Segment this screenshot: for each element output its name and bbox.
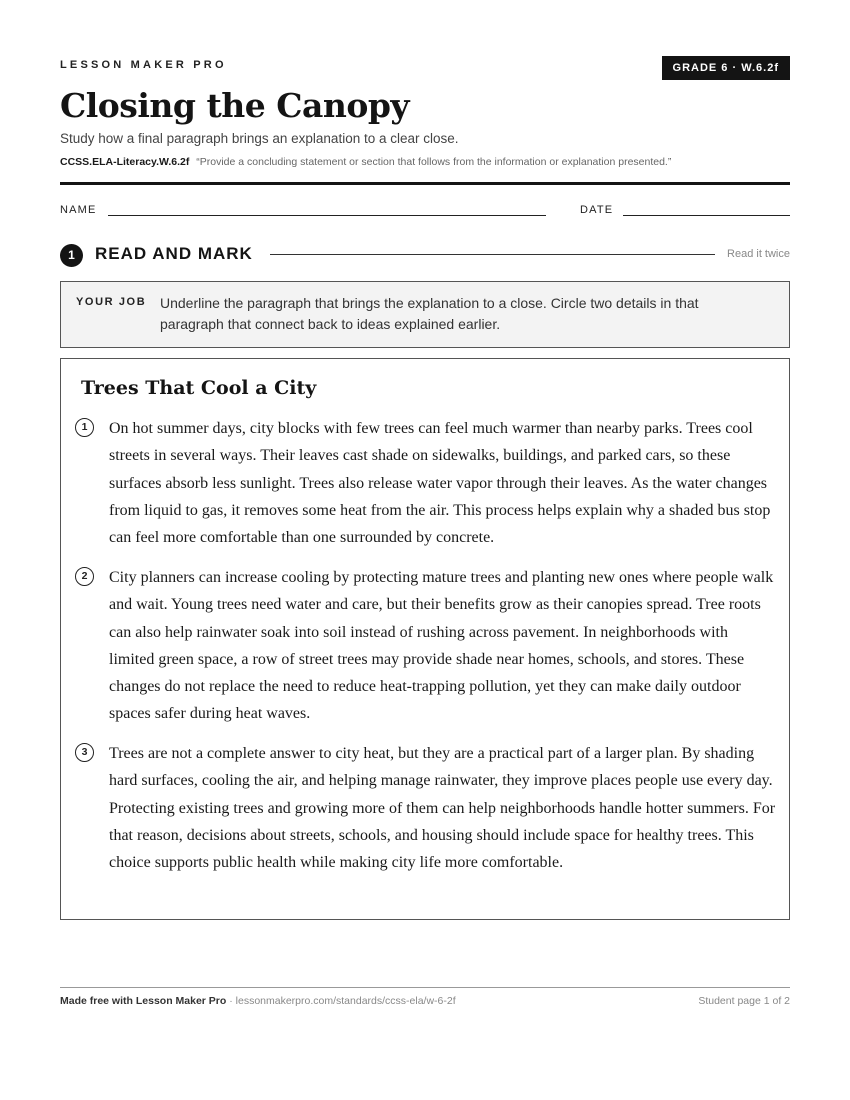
standard-line xyxy=(60,156,671,168)
page-subtitle: Study how a final paragraph brings an explanation to a clear close. xyxy=(60,131,459,146)
header-divider xyxy=(60,182,790,185)
paragraph-number-badge: 2 xyxy=(75,567,94,586)
paragraph-number-badge: 1 xyxy=(75,418,94,437)
standard-text: “Provide a concluding statement or section that follows from the information or explanation presented.” xyxy=(196,156,672,168)
reading-passage xyxy=(60,358,790,920)
instructions-text: Underline the paragraph that brings the explanation to a close. Circle two details in that paragraph that connect back to ideas explained earlier. xyxy=(160,295,699,332)
instructions-box xyxy=(60,281,790,348)
page-number: Student page 1 of 2 xyxy=(698,995,790,1007)
section-title: READ AND MARK xyxy=(95,244,253,263)
paragraph-text: City planners can increase cooling by protecting mature trees and planting new ones where people walk and wait. Young trees need water and care, but their benefits grow as their canopies spread. Tree roots can also help rainwater soak into soil instead of rushing across pavement. In neighborhoods with limited green space, a row of street trees may provide shade near homes, schools, and stores. These changes do not replace the need to reduce heat-trapping pollution, yet they can make daily outdoor spaces safer during heat waves. xyxy=(109,569,774,723)
footer-divider xyxy=(60,987,790,988)
footer xyxy=(60,995,790,1007)
date-label: DATE xyxy=(580,204,614,216)
paragraph-text: Trees are not a complete answer to city heat, but they are a practical part of a larger plan. By shading hard surfaces, cooling the air, and helping manage rainwater, they improve places people use every day. Protecting existing trees and growing more of them can help neighborhoods handle hotter summers. For that reason, decisions about streets, schools, and housing should include space for healthy trees. This choice supports public health while making city life more comfortable. xyxy=(109,745,776,872)
name-date-row xyxy=(60,204,790,220)
footer-credit: Made free with Lesson Maker Pro xyxy=(60,995,227,1007)
instructions-label: YOUR JOB xyxy=(76,296,147,308)
name-label: NAME xyxy=(60,204,97,216)
page-title: Closing the Canopy xyxy=(60,86,410,125)
paragraph-number-badge: 3 xyxy=(75,743,94,762)
name-field[interactable] xyxy=(108,215,546,216)
grade-badge: GRADE 6 · W.6.2f xyxy=(662,56,790,80)
paragraph-text: On hot summer days, city blocks with few trees can feel much warmer than nearby parks. Trees cool streets in several ways. Their leaves cast shade on sidewalks, buildings, and parked cars, so these surfaces absorb less sunlight. Trees also release water vapor through their leaves. As the water changes from liquid to gas, it removes some heat from the air. This process helps explain why a shaded bus stop can feel more comfortable than one surrounded by concrete. xyxy=(109,420,771,547)
worksheet-page xyxy=(60,0,790,1100)
section-number-badge: 1 xyxy=(60,244,83,267)
passage-title: Trees That Cool a City xyxy=(81,377,317,399)
standard-code: CCSS.ELA-Literacy.W.6.2f xyxy=(60,156,190,168)
footer-link[interactable]: · lessonmakerpro.com/standards/ccss-ela/w-6-2f xyxy=(226,995,456,1007)
header xyxy=(60,56,790,80)
section-hint: Read it twice xyxy=(727,248,790,260)
section-header xyxy=(60,242,790,266)
brand-name: LESSON MAKER PRO xyxy=(60,59,227,71)
date-field[interactable] xyxy=(623,215,790,216)
section-divider xyxy=(270,254,715,255)
